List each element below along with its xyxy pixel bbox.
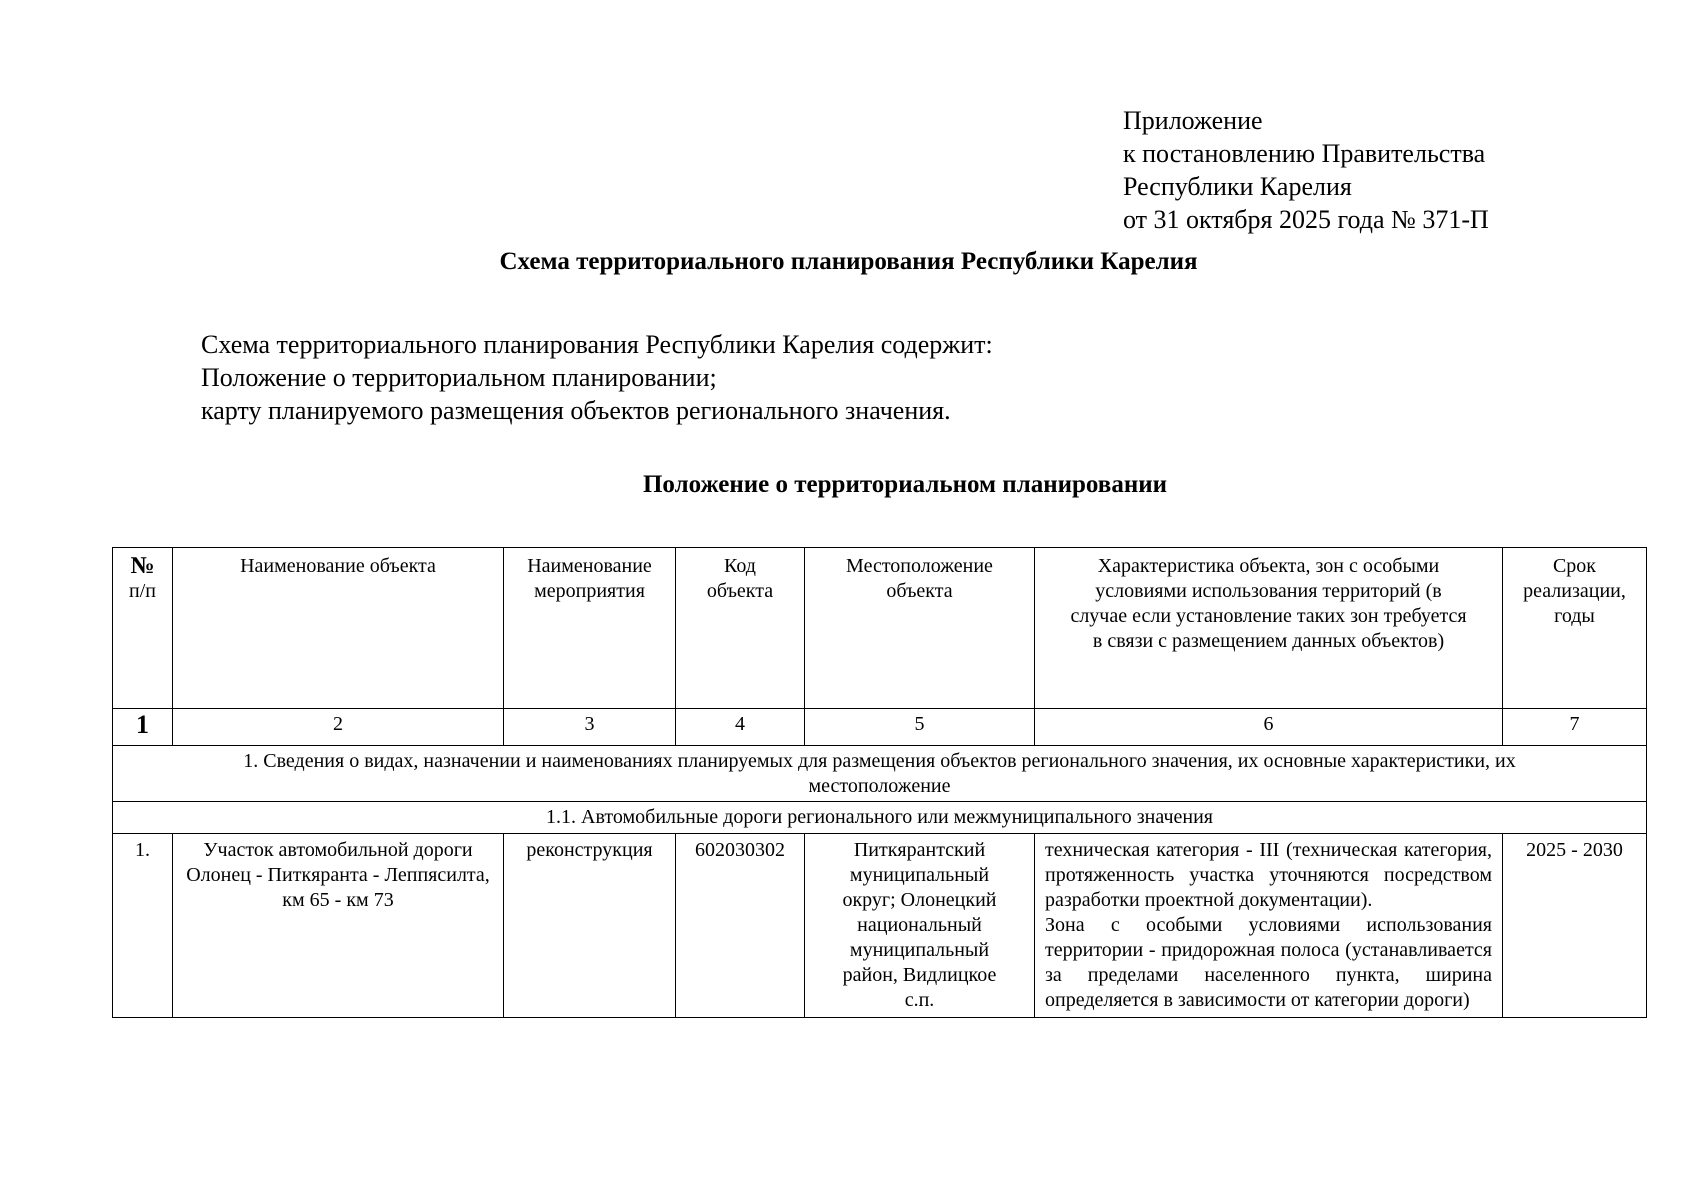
subsection-row	[113, 802, 1647, 834]
section-row	[113, 746, 1647, 802]
section-row-text: 1. Сведения о видах, назначении и наименованиях планируемых для размещения объектов регионального значения, их основные характеристики, их местоположение	[113, 746, 1647, 802]
row-characteristic-part-1: техническая категория - III (техническая категория, протяженность участка уточняются посредством разработки проектной документации).	[1045, 839, 1492, 911]
intro-line-3: карту планируемого размещения объектов регионального значения.	[201, 396, 951, 425]
section-title: Положение о территориальном планировании	[642, 471, 1168, 498]
header-characteristic: Характеристика объекта, зон с особыми условиями использования территорий (в случае если установление таких зон требуется в связи с размещением данных объектов)	[1035, 548, 1503, 709]
row-object-name: Участок автомобильной дороги Олонец - Питкяранта - Леппясилта, км 65 - км 73	[173, 834, 504, 1018]
intro-line-2: Положение о территориальном планировании;	[201, 363, 717, 392]
header-term: Срок реализации, годы	[1503, 548, 1647, 709]
row-location: Питкярантский муниципальный округ; Олонецкий национальный муниципальный район, Видлицкое с.п.	[805, 834, 1035, 1018]
subsection-row-text: 1.1. Автомобильные дороги регионального или межмуниципального значения	[113, 802, 1647, 834]
row-term: 2025 - 2030	[1503, 834, 1647, 1018]
row-characteristic	[1035, 834, 1503, 1018]
row-object-code: 602030302	[676, 834, 805, 1018]
column-number-1: 1	[113, 709, 173, 746]
column-number-7: 7	[1503, 709, 1647, 746]
column-number-3: 3	[504, 709, 676, 746]
document-title: Схема территориального планирования Республики Карелия	[499, 248, 1198, 275]
header-object-name: Наименование объекта	[173, 548, 504, 709]
header-number	[113, 548, 173, 709]
column-number-5: 5	[805, 709, 1035, 746]
planning-table	[112, 547, 1647, 1018]
row-number: 1.	[113, 834, 173, 1018]
table-row	[113, 834, 1647, 1018]
row-measure: реконструкция	[504, 834, 676, 1018]
column-number-4: 4	[676, 709, 805, 746]
header-location: Местоположение объекта	[805, 548, 1035, 709]
header-number-sign: №	[130, 553, 155, 579]
intro-block	[201, 328, 993, 427]
header-number-sub: п/п	[129, 580, 156, 602]
row-characteristic-part-2: Зона с особыми условиями использования территории - придорожная полоса (устанавливается за пределами населенного пункта, ширина определяется в зависимости от категории дороги)	[1045, 914, 1492, 1011]
header-measure-name: Наименование мероприятия	[504, 548, 676, 709]
annex-line-3: Республики Карелия	[1123, 172, 1352, 201]
header-object-code: Код объекта	[676, 548, 805, 709]
intro-line-1: Схема территориального планирования Республики Карелия содержит:	[201, 330, 993, 359]
column-numbers-row	[113, 709, 1647, 746]
column-number-6: 6	[1035, 709, 1503, 746]
annex-line-1: Приложение	[1123, 106, 1263, 135]
annex-line-4: от 31 октября 2025 года № 371-П	[1123, 205, 1489, 234]
annex-line-2: к постановлению Правительства	[1123, 139, 1486, 168]
table-header-row	[113, 548, 1647, 709]
annex-block	[1123, 104, 1489, 236]
column-number-2: 2	[173, 709, 504, 746]
